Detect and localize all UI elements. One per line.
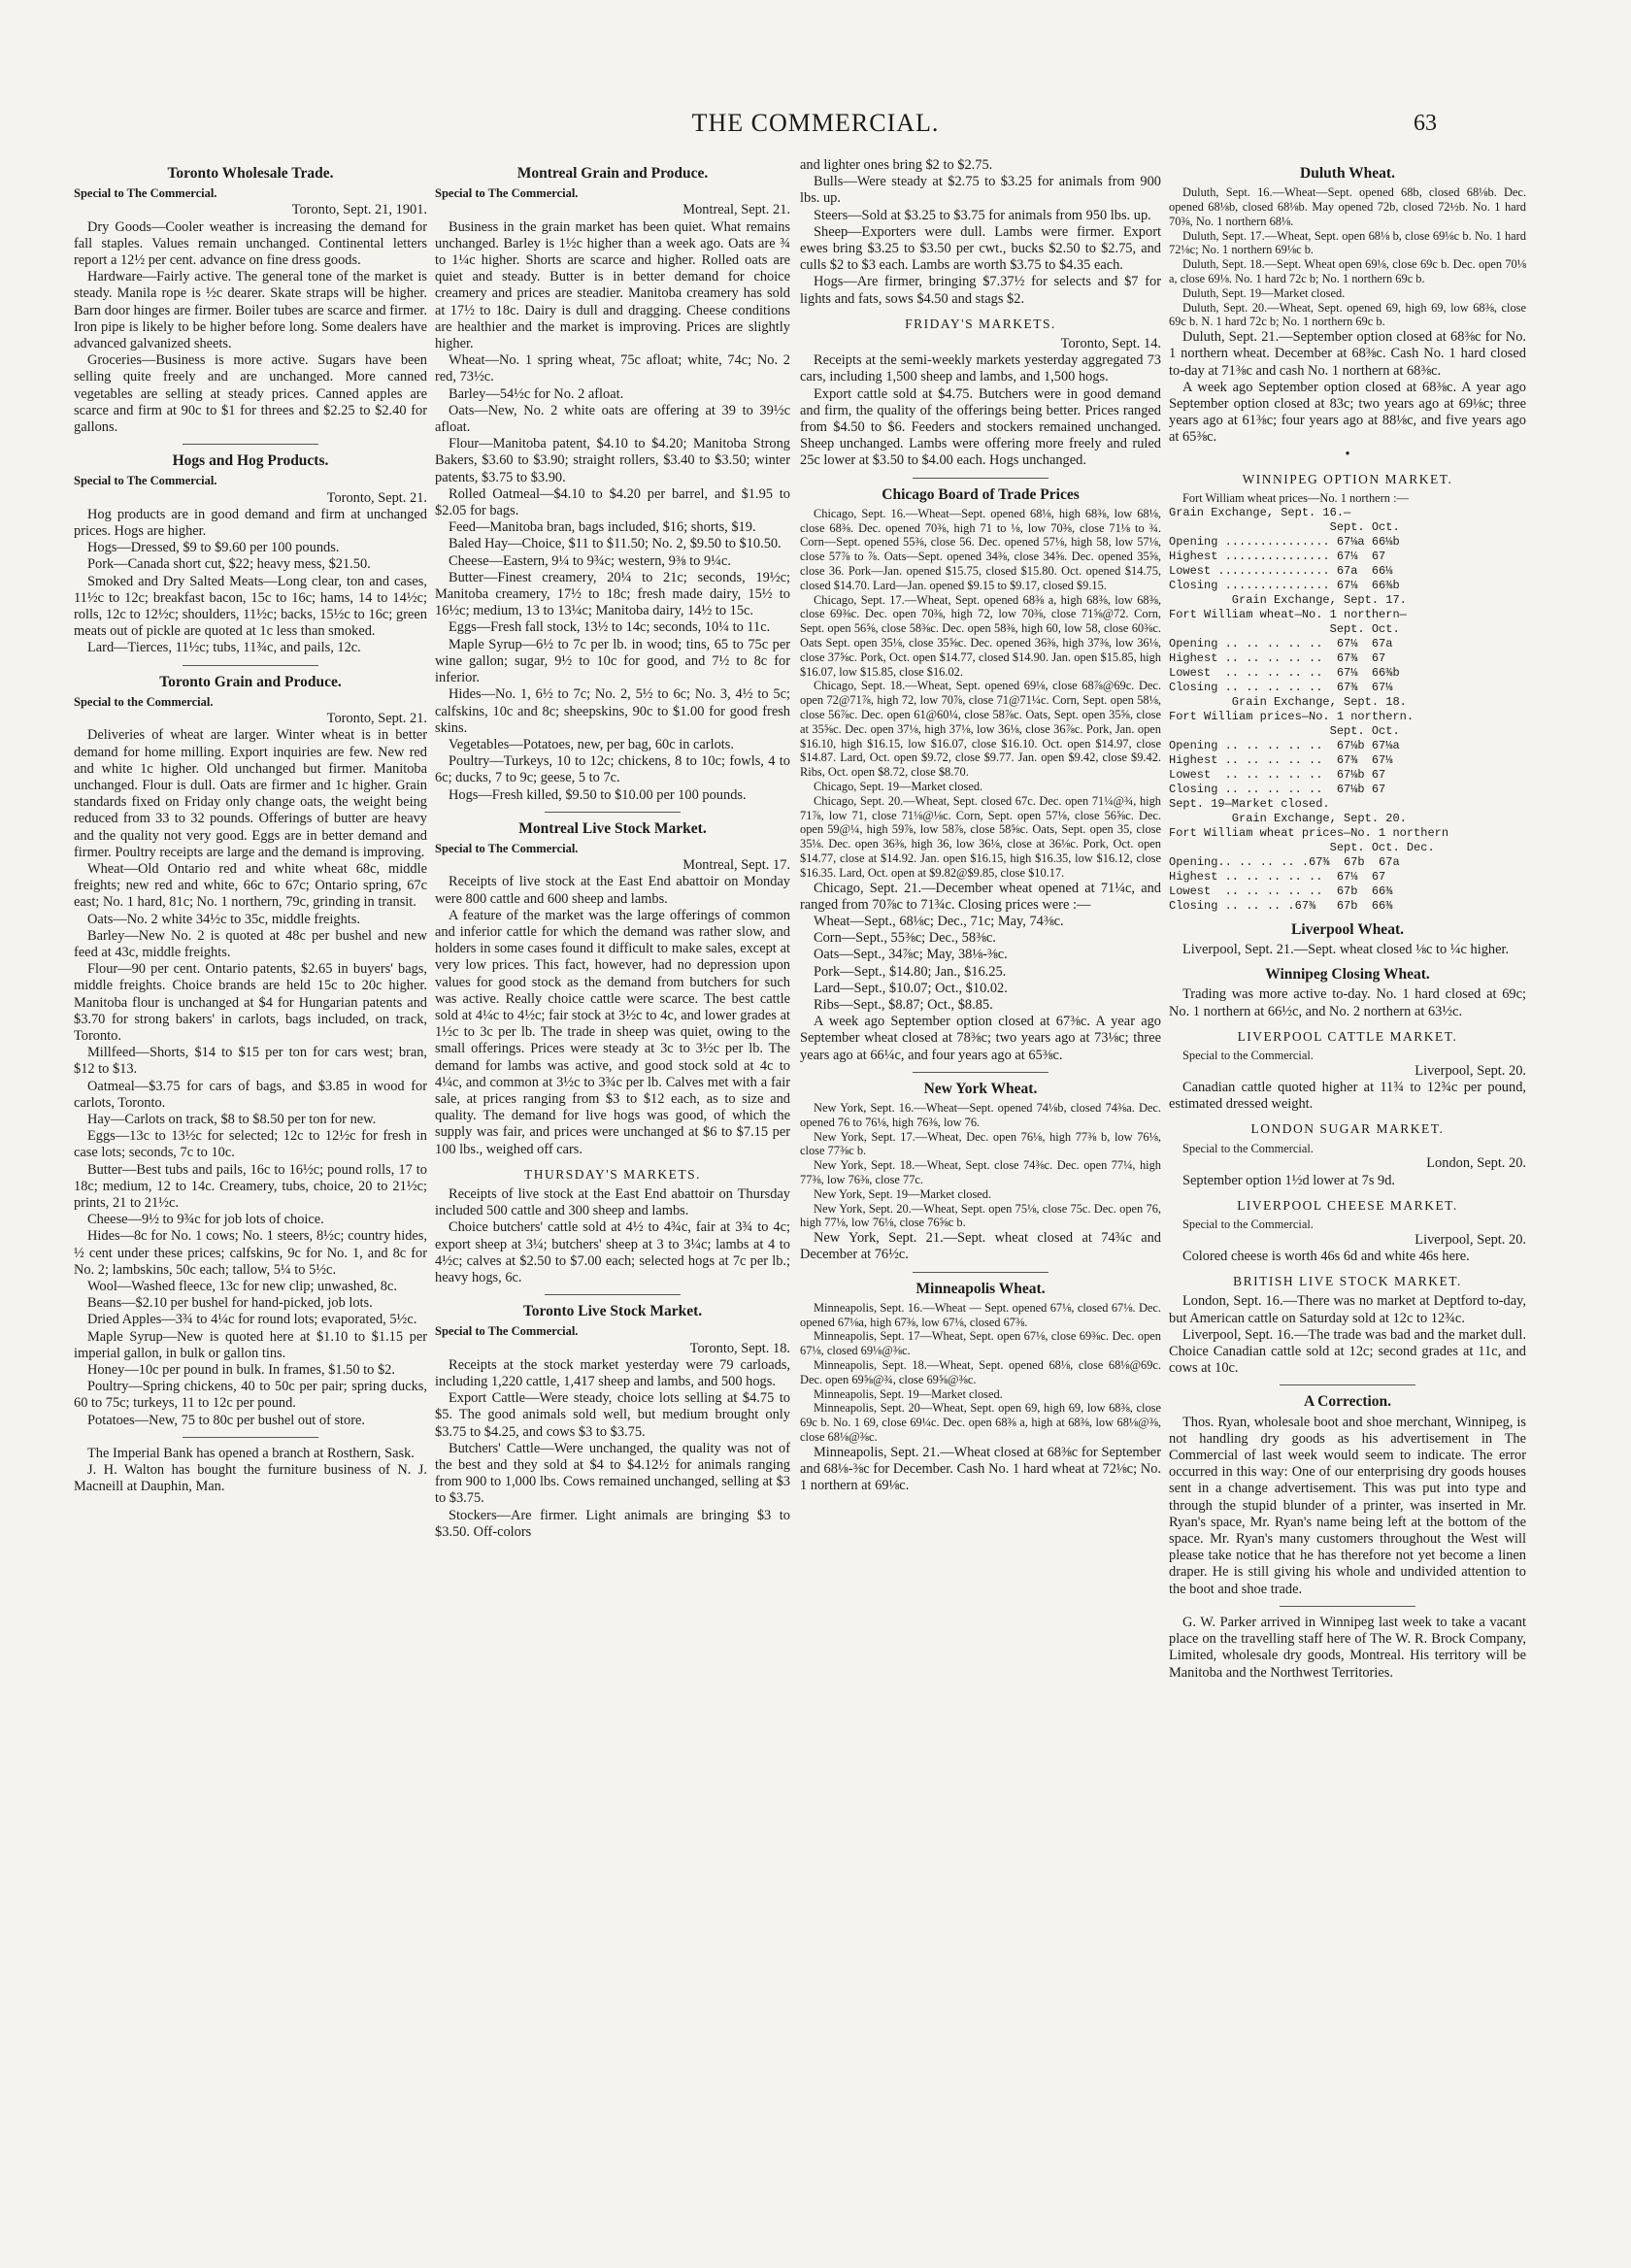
paragraph: Poultry—Turkeys, 10 to 12c; chickens, 8 to 10c; fowls, 4 to 6c; ducks, 7 to 9c; geese, 5 to 7c. xyxy=(435,753,790,786)
paragraph: A feature of the market was the large offerings of common and inferior cattle for which the demand was rather slow, and holders in some cases found it difficult to make sales, except at very low prices. This fact, however, had no depression upon values for good stock as the demand from butchers for such was active. Really choice cattle were scarce. The best cattle sold at 4¼c to 4½c; fair stock at 3½c to 4c, and lower grades at 1½c to 3c per lb. The trade in sheep was quiet, owing to the small offerings. Prices were steady at 3c to 3½c per lb. The demand for lambs was active, and good stock sold at 4c to 4¼c, and common at 3½c to 3¾c per lb. Calves met with a fair sale, at prices ranging from $3 to $12 each, as to size and quality. The demand for live hogs was good, of which the supply was fair, and prices were unchanged at $6 to $7.15 per 100 lbs., weighed off cars. xyxy=(435,907,790,1157)
price-table-text: Grain Exchange, Sept. 20. Fort William wheat prices—No. 1 northern Sept. Oct. Dec. Opening.. .. .. .. .67⅜ 67b 67a Highest .. .. .. .. .. 67⅛ 67 Lowest .. .. .. .. .. 67b 66⅜ Closing .. .. .. .67⅜ 67b 66⅜ xyxy=(1169,811,1449,913)
market-quote: New York, Sept. 16.—Wheat—Sept. opened 74⅛b, closed 74⅜a. Dec. opened 76 to 76⅛, high 76⅜, low 76. xyxy=(800,1101,1161,1129)
paragraph: Cheese—Eastern, 9¼ to 9¾c; western, 9⅜ to 9¼c. xyxy=(449,552,731,569)
market-quote: Minneapolis, Sept. 18.—Wheat, Sept. opened 68⅛, close 68⅛@69c. Dec. open 69⅝@¾, close 69⅝@⅜c. xyxy=(800,1357,1161,1386)
paragraph: Pork—Canada short cut, $22; heavy mess, $21.50. xyxy=(87,556,371,573)
article-heading: Duluth Wheat. xyxy=(1300,165,1395,182)
paragraph: Eggs—13c to 13½c for selected; 12c to 12½c for fresh in case lots; seconds, 7c to 10c. xyxy=(74,1128,427,1161)
special-line: Special to The Commercial. xyxy=(74,474,217,488)
market-quote: Chicago, Sept. 18.—Wheat, Sept. opened 69⅛, close 68⅞@69c. Dec. open 72@71⅞, high 72, low 70⅞, close 71@71¼c. Corn, Sept. open 58⅛, close 56⅞c. Dec. open 61@60¼, close 58⅞c. Oats, Sept. open 35⅝, close at 35⅝c. Dec. open 37⅛, high 37⅛, low 36⅛, close 36⅞c. Pork, Jan. open $16.10, high $16.15, low $16.07, close $16.10. Oct. open $14.97, close $14.87. Lard, Oct. open $9.72, close $9.77. Jan. open $9.42, close $9.42. Ribs, Oct. open $8.72, close $8.70. xyxy=(800,679,1161,780)
paragraph: Barley—New No. 2 is quoted at 48c per bushel and new feed at 43c, middle freights. xyxy=(74,927,427,960)
dateline: Liverpool, Sept. 20. xyxy=(1415,1231,1526,1248)
price-table-text: Grain Exchange, Sept. 18. Fort William prices—No. 1 northern. Sept. Oct. Opening .. .. .. .. .. 67⅛b 67⅛a Highest .. .. .. .. .. 67⅜ 67⅛ Lowest .. .. .. .. .. 67⅛b 67 Closing .. .. .. .. .. 67⅛b 67 Sept. 19—Market closed. xyxy=(1169,694,1415,811)
paragraph: Receipts at the stock market yesterday were 79 carloads, including 1,220 cattle, 1,417 sheep and lambs, and 500 hogs. xyxy=(435,1356,790,1390)
market-quote: Chicago, Sept. 19—Market closed. xyxy=(814,780,983,793)
paragraph: Flour—Manitoba patent, $4.10 to $4.20; Manitoba Strong Bakers, $3.60 to $3.90; straight rollers, $3.40 to $3.50; winter patents, $3.75 to $3.90. xyxy=(435,436,790,485)
paragraph: Vegetables—Potatoes, new, per bag, 60c in carlots. xyxy=(449,736,734,752)
price-table xyxy=(1169,695,1526,812)
paragraph: Steers—Sold at $3.25 to $3.75 for animals from 950 lbs. up. xyxy=(814,207,1151,223)
paragraph: Receipts at the semi-weekly markets yesterday aggregated 73 cars, including 1,500 sheep and lambs, and 1,500 hogs. xyxy=(800,352,1161,385)
paragraph: Receipts of live stock at the East End abattoir on Monday were 800 cattle and 600 sheep and lambs. xyxy=(435,874,790,907)
paragraph: Oats—Sept., 34⅞c; May, 38⅛-⅜c. xyxy=(814,947,1008,963)
paragraph: Hogs—Are firmer, bringing $7.37½ for selects and $7 for lights and fats, sows $4.50 and stags $2. xyxy=(800,274,1161,307)
paragraph: Chicago, Sept. 21.—December wheat opened at 71¼c, and ranged from 70⅞c to 71¾c. Closing prices were :— xyxy=(800,880,1161,913)
masthead: THE COMMERCIAL. xyxy=(691,109,940,137)
paragraph: Hides—No. 1, 6½ to 7c; No. 2, 5½ to 6c; No. 3, 4½ to 5c; calfskins, 10c and 8c; sheepskins, 90c to $1.00 for good fresh skins. xyxy=(435,686,790,736)
dateline: Toronto, Sept. 18. xyxy=(689,1340,790,1356)
price-table-text: Grain Exchange, Sept. 16.— Sept. Oct. Opening ............... 67⅛a 66⅛b Highest ............... 67⅛ 67 Lowest ................ 67a 66⅛ Closing ............... 67⅛ 66⅜b xyxy=(1169,505,1400,592)
divider-rule xyxy=(545,1294,681,1295)
article-heading: A Correction. xyxy=(1303,1393,1392,1411)
paragraph: Hides—8c for No. 1 cows; No. 1 steers, 8½c; country hides, ½ cent under these prices; calfskins, 9c for No. 1, and 8c for No. 2; lambskins, 50c each; tallow, 5¼ to 5½c. xyxy=(74,1228,427,1278)
paragraph: Flour—90 per cent. Ontario patents, $2.65 in buyers' bags, middle freights. Choice brands are held 15c to 20c higher. Manitoba flour is unchanged at $4 for Hungarian patents and $3.70 for strong bakers' in carlots, bags included, on track, Toronto. xyxy=(74,961,427,1044)
dateline: Toronto, Sept. 21, 1901. xyxy=(291,202,427,218)
paragraph: Potatoes—New, 75 to 80c per bushel out of store. xyxy=(87,1412,366,1428)
dateline: Toronto, Sept. 21. xyxy=(326,489,427,506)
page-number: 63 xyxy=(1414,111,1437,136)
price-table xyxy=(1169,593,1526,695)
paragraph: Export Cattle—Were steady, choice lots selling at $4.75 to $5. The good animals sold well, but medium brought only $3.75 to $4.25, and cows $3 to $3.75. xyxy=(435,1390,790,1440)
paragraph: Business in the grain market has been quiet. What remains unchanged. Barley is 1½c higher than a week ago. Oats are ¾ to 1¼c higher. Shorts are scarce and higher. Rolled oats are quiet and steady. Butter is in better demand for choice creamery and prices are steadier. Manitoba creamery has sold at 17½ to 18c. Dairy is dull and dragging. Cheese conditions are healthier and the market is improving. Prices are slightly higher. xyxy=(435,218,790,352)
divider-rule xyxy=(183,665,318,666)
paragraph: Liverpool, Sept. 16.—The trade was bad and the market dull. Choice Canadian cattle sold at 12c; second grades at 11c, and cows at 10c. xyxy=(1169,1326,1526,1377)
article-heading: Winnipeg Closing Wheat. xyxy=(1265,966,1430,984)
market-quote: Fort William wheat prices—No. 1 northern :— xyxy=(1182,491,1409,505)
paragraph: Eggs—Fresh fall stock, 13½ to 14c; seconds, 10¼ to 11c. xyxy=(449,619,771,636)
paragraph: Colored cheese is worth 46s 6d and white 46s here. xyxy=(1182,1249,1470,1265)
section-subheading: LIVERPOOL CATTLE MARKET. xyxy=(1237,1028,1458,1044)
paragraph: Baled Hay—Choice, $11 to $11.50; No. 2, $9.50 to $10.50. xyxy=(449,536,782,552)
paragraph: Wool—Washed fleece, 13c for new clip; unwashed, 8c. xyxy=(87,1279,397,1294)
price-table xyxy=(1169,506,1526,593)
section-subheading: WINNIPEG OPTION MARKET. xyxy=(1242,471,1453,486)
paragraph: Canadian cattle quoted higher at 11¾ to 12¾c per pound, estimated dressed weight. xyxy=(1169,1080,1526,1113)
paragraph: Rolled Oatmeal—$4.10 to $4.20 per barrel, and $1.95 to $2.05 for bags. xyxy=(435,485,790,519)
paragraph: Dry Goods—Cooler weather is increasing the demand for fall staples. Values remain unchanged. Continental letters report a 12½ per cent. advance on fine dress goods. xyxy=(74,218,427,269)
market-quote: Minneapolis, Sept. 16.—Wheat — Sept. opened 67⅛, closed 67⅛. Dec. opened 67⅛a, high 67⅜, low 67⅛, closed 67⅜. xyxy=(800,1300,1161,1329)
divider-rule xyxy=(545,812,681,813)
paragraph: Barley—54½c for No. 2 afloat. xyxy=(449,385,624,402)
section-subheading: THURSDAY'S MARKETS. xyxy=(524,1166,701,1182)
paragraph: A week ago September option closed at 68⅜c. A year ago September option closed at 83c; two years ago at 69⅛c; three years ago at 61⅜c; four years ago at 88⅛c, and five years ago at 65⅜c. xyxy=(1169,379,1526,446)
paragraph: Wheat—Sept., 68⅛c; Dec., 71c; May, 74⅜c. xyxy=(814,913,1064,929)
paragraph: Lard—Tierces, 11½c; tubs, 11¾c, and pails, 12c. xyxy=(87,640,361,656)
dateline: Liverpool, Sept. 20. xyxy=(1415,1062,1526,1079)
market-quote: New York, Sept. 19—Market closed. xyxy=(814,1186,992,1201)
article-heading: Montreal Live Stock Market. xyxy=(518,819,707,837)
paragraph: Wheat—Old Ontario red and white wheat 68c, middle freights; new red and white, 66c to 67c; Ontario spring, 67c east; No. 1 hard, 81c; No. 1 northern, 79c, grinding in transit. xyxy=(74,860,427,911)
special-line: Special to the Commercial. xyxy=(74,694,214,709)
paragraph: Hay—Carlots on track, $8 to $8.50 per ton for new. xyxy=(87,1111,377,1127)
market-quote: Chicago, Sept. 20.—Wheat, Sept. closed 67c. Dec. open 71¼@¾, high 71⅞, low 71, close 71⅛@⅛c. Corn, Sept. open 57⅛, close 56⅝c. Dec. open 59@¼, high 59⅞, low 58⅞, close 58⅝c. Oats, Sept. open 35, close 35⅛. Dec. open 36⅜, high 36, low 36⅛, close at 36⅛c. Pork, Oct. open $14.77, close at $14.92. Jan. open $16.15, high $16.35, low $16.12, close $16.35. Lard, Oct. open at $9.82@$9.85, close $10.17. xyxy=(800,793,1161,880)
article-heading: Toronto Wholesale Trade. xyxy=(167,165,334,182)
divider-rule xyxy=(183,444,318,445)
market-quote: Minneapolis, Sept. 19—Market closed. xyxy=(814,1386,1003,1401)
section-subheading: FRIDAY'S MARKETS. xyxy=(905,316,1056,331)
paragraph: Poultry—Spring chickens, 40 to 50c per pair; spring ducks, 60 to 75c; turkeys, 11 to 12c per pound. xyxy=(74,1379,427,1412)
article-heading: Minneapolis Wheat. xyxy=(915,1280,1046,1297)
article-heading: New York Wheat. xyxy=(923,1080,1038,1097)
market-quote: Duluth, Sept. 17.—Wheat, Sept. open 68⅛ b, close 69⅛c b. No. 1 hard 72⅛c; No. 1 northern 69⅛c b. xyxy=(1169,228,1526,257)
divider-rule xyxy=(913,478,1048,479)
divider-rule xyxy=(913,1072,1048,1073)
paragraph: Cheese—9½ to 9¾c for job lots of choice. xyxy=(87,1212,324,1228)
paragraph: Hogs—Fresh killed, $9.50 to $10.00 per 100 pounds. xyxy=(449,786,747,803)
section-subheading: LIVERPOOL CHEESE MARKET. xyxy=(1237,1197,1458,1213)
section-subheading: BRITISH LIVE STOCK MARKET. xyxy=(1233,1274,1462,1289)
divider-rule xyxy=(1280,1606,1415,1607)
article-heading: Montreal Grain and Produce. xyxy=(516,165,709,182)
paragraph: Oats—No. 2 white 34½c to 35c, middle freights. xyxy=(87,911,360,927)
market-quote: New York, Sept. 20.—Wheat, Sept. open 75⅛, close 75c. Dec. open 76, high 77⅛, low 76⅛, close 76⅝c b. xyxy=(800,1201,1161,1230)
market-quote: Duluth, Sept. 18.—Sept. Wheat open 69⅛, close 69c b. Dec. open 70⅛ a, close 69⅛. No. 1 hard 72c b; No. 1 northern 69c b. xyxy=(1169,257,1526,285)
paragraph: J. H. Walton has bought the furniture business of N. J. Macneill at Dauphin, Man. xyxy=(74,1462,427,1495)
paragraph: Hogs—Dressed, $9 to $9.60 per 100 pounds. xyxy=(87,540,340,556)
paragraph: G. W. Parker arrived in Winnipeg last week to take a vacant place on the travelling staff here of The W. R. Brock Company, Limited, wholesale dry goods, Montreal. His territory will be Manitoba and the Northwest Territories. xyxy=(1169,1614,1526,1681)
paragraph: September option 1½d lower at 7s 9d. xyxy=(1182,1172,1396,1188)
market-quote: Duluth, Sept. 16.—Wheat—Sept. opened 68b, closed 68⅛b. Dec. opened 68⅛b, closed 68⅛b. May opened 72b, closed 72½b. No. 1 hard 70⅜, No. 1 northern 68⅛. xyxy=(1169,185,1526,228)
paragraph: Oatmeal—$3.75 for cars of bags, and $3.85 in wood for carlots, Toronto. xyxy=(74,1078,427,1111)
divider-rule xyxy=(913,1272,1048,1273)
paragraph: Dried Apples—3¾ to 4¼c for round lots; evaporated, 5½c. xyxy=(87,1312,417,1328)
column-2 xyxy=(435,157,790,1541)
market-quote: Special to the Commercial. xyxy=(1182,1141,1314,1155)
paragraph: Liverpool, Sept. 21.—Sept. wheat closed ⅛c to ¼c higher. xyxy=(1182,942,1510,957)
paragraph: Thos. Ryan, wholesale boot and shoe merchant, Winnipeg, is not handling dry goods as his advertisement in The Commercial of last week would seem to indicate. The error occurred in this way: One of our enterprising dry goods houses sent in a change advertisement. This was put into type and through the stupid blunder of a printer, was inserted in Mr. Ryan's space, Mr. Ryan's name being left at the bottom of the space. Mr. Ryan's many customers throughout the West will please take notice that he has therefore not yet become a linen draper. He is still giving his whole and undivided attention to the boot and shoe trade. xyxy=(1169,1414,1526,1597)
special-line: Special to The Commercial. xyxy=(435,841,579,855)
paragraph: Millfeed—Shorts, $14 to $15 per ton for cars west; bran, $12 to $13. xyxy=(74,1045,427,1078)
paragraph: Oats—New, No. 2 white oats are offering at 39 to 39½c afloat. xyxy=(435,402,790,436)
paragraph: Lard—Sept., $10.07; Oct., $10.02. xyxy=(814,980,1008,996)
paragraph: and lighter ones bring $2 to $2.75. xyxy=(800,157,993,173)
paragraph: Stockers—Are firmer. Light animals are bringing $3 to $3.50. Off-colors xyxy=(435,1507,790,1540)
paragraph: Butter—Best tubs and pails, 16c to 16½c; pound rolls, 17 to 18c; medium, 12 to 14c. Creamery, tubs, choice, 20 to 21½c; prints, 21 to 21½c. xyxy=(74,1161,427,1211)
paragraph: Maple Syrup—6½ to 7c per lb. in wood; tins, 65 to 75c per wine gallon; sugar, 9½ to 10c for good, and 7½ to 8c for inferior. xyxy=(435,636,790,686)
market-quote: Duluth, Sept. 19—Market closed. xyxy=(1182,285,1346,300)
article-heading: Liverpool Wheat. xyxy=(1291,920,1404,938)
dateline: Montreal, Sept. 17. xyxy=(682,857,790,874)
price-table xyxy=(1169,812,1526,914)
column-3 xyxy=(800,157,1161,1494)
paragraph: Pork—Sept., $14.80; Jan., $16.25. xyxy=(814,963,1007,980)
article-heading: Toronto Grain and Produce. xyxy=(159,673,342,690)
market-quote: Duluth, Sept. 20.—Wheat, Sept. opened 69, high 69, low 68⅜, close 69c b. N. 1 hard 72c b; No. 1 northern 69c b. xyxy=(1169,300,1526,329)
paragraph: Choice butchers' cattle sold at 4½ to 4¾c, fair at 3¾ to 4c; export sheep at 3¼; butchers' sheep at 3 to 3¼c; lambs at 4 to 4½c; calves at $2.50 to $7.00 each; selected hogs at 7c per lb.; heavy hogs, 6c. xyxy=(435,1219,790,1285)
paragraph: Groceries—Business is more active. Sugars have been selling quite freely and are unchanged. More canned vegetables are selling at steady prices. Canned apples are scarce and firm at 90c to $1 for threes and $2.25 to $2.40 for gallons. xyxy=(74,352,427,436)
paragraph: Receipts of live stock at the East End abattoir on Thursday included 500 cattle and 300 sheep and lambs. xyxy=(435,1185,790,1219)
paragraph: Deliveries of wheat are larger. Winter wheat is in better demand for home milling. Export inquiries are few. New red and white 1c higher. Old unchanged but firmer. Manitoba unchanged. Flour is dull. Oats are firmer and 1c higher. Grain standards fixed on Friday only change oats, the weight being reduced from 33 to 32 pounds. Offerings of butter are heavy and the quality not very good. Eggs are in better demand and firmer. Poultry receipts are large and the demand is improving. xyxy=(74,727,427,860)
market-quote: New York, Sept. 17.—Wheat, Dec. open 76⅛, high 77⅜ b, low 76⅛, close 77⅜c b. xyxy=(800,1129,1161,1158)
divider-rule xyxy=(1280,1384,1415,1385)
dateline: Montreal, Sept. 21. xyxy=(682,202,790,218)
paragraph: Honey—10c per pound in bulk. In frames, $1.50 to $2. xyxy=(87,1362,395,1379)
article-heading: Hogs and Hog Products. xyxy=(172,452,329,470)
special-line: Special to The Commercial. xyxy=(74,186,217,201)
special-line: Special to The Commercial. xyxy=(435,186,579,201)
paragraph: A week ago September option closed at 67⅜c. A year ago September wheat closed at 78⅜c; two years ago at 73⅛c; three years ago at 66¼c, and four years ago at 65⅜c. xyxy=(800,1014,1161,1063)
market-quote: Special to the Commercial. xyxy=(1182,1217,1314,1232)
paragraph: Minneapolis, Sept. 21.—Wheat closed at 68⅜c for September and 68⅛-⅜c for December. Cash No. 1 hard wheat at 72⅛c; No. 1 northern at 69⅛c. xyxy=(800,1444,1161,1494)
market-quote: Chicago, Sept. 16.—Wheat—Sept. opened 68⅛, high 68⅜, low 68⅛, close 68⅜. Dec. opened 70⅜, high 71 to ⅛, low 70⅜, close 71⅛ to ¾. Corn—Sept. opened 55⅜, close 56. Dec. opened 57⅛, high 58, low 57⅛, close 57⅞ to ⅞. Oats—Sept. opened 34⅜, close 34⅝. Dec. opened 35⅝, close 36. Pork—Jan. opened $15.75, closed $15.80. Oct. opened $14.75, closed $14.70. Lard—Jan. opened $9.15 to $9.17, closed $9.15. xyxy=(800,506,1161,592)
paragraph: Beans—$2.10 per bushel for hand-picked, job lots. xyxy=(87,1295,373,1312)
paragraph: Butter—Finest creamery, 20¼ to 21c; seconds, 19½c; Manitoba creamery, 17½ to 18c; fresh made dairy, 15½ to 16½c; medium, 13 to 13¼c; Manitoba dairy, 14½ to 15c. xyxy=(435,569,790,619)
paragraph: Butchers' Cattle—Were unchanged, the quality was not of the best and they sold at $4 to $4.12½ for animals ranging from 900 to 1,000 lbs. Cows remained unchanged, selling at $3 to $3.75. xyxy=(435,1440,790,1507)
divider-rule xyxy=(183,1437,318,1438)
paragraph: Smoked and Dry Salted Meats—Long clear, ton and cases, 11½c to 12c; breakfast bacon, 15c to 16c; hams, 14 to 14½c; rolls, 12c to 12½c; shoulders, 11½c; backs, 15½c to 16c; green meats out of pickle are quoted at 1c less than smoked. xyxy=(74,573,427,640)
article-heading: Toronto Live Stock Market. xyxy=(522,1303,703,1320)
paragraph: Trading was more active to-day. No. 1 hard closed at 69c; No. 1 northern at 66½c, and No. 2 northern at 63½c. xyxy=(1169,986,1526,1019)
paragraph: The Imperial Bank has opened a branch at Rosthern, Sask. xyxy=(87,1445,415,1461)
paragraph: Duluth, Sept. 21.—September option closed at 68⅜c for No. 1 northern wheat. December at 68⅜c. Cash No. 1 hard closed to-day at 71⅜c and cash No. 1 northern at 68⅜c. xyxy=(1169,329,1526,379)
price-table-text: Grain Exchange, Sept. 17. Fort William wheat—No. 1 northern— Sept. Oct. Opening .. .. .. .. .. 67⅛ 67a Highest .. .. .. .. .. 67⅜ 67 Lowest .. .. .. .. .. 67⅛ 66⅜b Closing .. .. .. .. .. 67⅜ 67⅛ xyxy=(1169,592,1407,694)
paragraph: Feed—Manitoba bran, bags included, $16; shorts, $19. xyxy=(449,519,756,536)
column-1 xyxy=(74,157,427,1495)
market-quote: Chicago, Sept. 17.—Wheat, Sept. opened 68⅜ a, high 68⅜, low 68⅜, close 69⅜c. Dec. open 70⅜, high 72, low 70⅜, close 71⅝@72. Corn, Sept. open 56⅝, close 58⅜c. Dec. open 58⅜, high 60, low 58, close 60⅜c. Oats Sept. open 35⅛, close 35⅝c. Dec. opened 36⅜, high 37⅜, low 36⅛, close 37⅝c. Pork, Oct. open $14.77, closed $14.90. Jan. open $15.85, high $16.07, low $15.85, close $16.02. xyxy=(800,592,1161,679)
paragraph: Hog products are in good demand and firm at unchanged prices. Hogs are higher. xyxy=(74,506,427,540)
paragraph: Corn—Sept., 55⅜c; Dec., 58⅜c. xyxy=(814,930,996,947)
paragraph: New York, Sept. 21.—Sept. wheat closed at 74¾c and December at 76½c. xyxy=(800,1230,1161,1263)
paragraph: Sheep—Exporters were dull. Lambs were firmer. Export ewes bring $3.25 to $3.50 per cwt., bucks $2.50 to $2.75, and culls $2 to $3 each. Lambs are worth $3.75 to $4.35 each. xyxy=(800,223,1161,274)
special-line: Special to The Commercial. xyxy=(435,1324,579,1339)
market-quote: Minneapolis, Sept. 17—Wheat, Sept. open 67⅛, close 69⅜c. Dec. open 67⅛, closed 69⅛@⅜c. xyxy=(800,1329,1161,1358)
market-quote: New York, Sept. 18.—Wheat, Sept. close 74⅜c. Dec. open 77¼, high 77⅜, low 76⅜, close 77c. xyxy=(800,1158,1161,1186)
market-quote: Special to the Commercial. xyxy=(1182,1049,1314,1063)
paragraph: Wheat—No. 1 spring wheat, 75c afloat; white, 74c; No. 2 red, 73½c. xyxy=(435,352,790,385)
column-4 xyxy=(1169,157,1526,1682)
paragraph: Hardware—Fairly active. The general tone of the market is steady. Manila rope is ½c dearer. Skate straps will be higher. Barn door hinges are firmer. Boiler tubes are scarce and firmer. Iron pipe is likely to be higher before long. Some dealers have advanced galvanized sheets. xyxy=(74,269,427,352)
dateline: London, Sept. 20. xyxy=(1426,1155,1526,1172)
bullet-mark: • xyxy=(1345,446,1350,462)
paragraph: Ribs—Sept., $8.87; Oct., $8.85. xyxy=(814,997,993,1013)
article-heading: Chicago Board of Trade Prices xyxy=(882,485,1080,503)
paragraph: Export cattle sold at $4.75. Butchers were in good demand and firm, the quality of the offerings being better. Prices ranged from $4.50 to $6. Feeders and stockers remained unchanged. Sheep unchanged. Lambs were offering more freely and ruled 25c lower at $3.50 to $4.00 each. Hogs unchanged. xyxy=(800,385,1161,469)
market-quote: Minneapolis, Sept. 20—Wheat, Sept. open 69, high 69, low 68⅜, close 69c b. No. 1 69, close 69¼c. Dec. open 68⅜ a, high at 68⅜, low 68⅛@⅜, close 68⅛@⅜c. xyxy=(800,1401,1161,1444)
dateline: Toronto, Sept. 21. xyxy=(326,711,427,727)
section-subheading: LONDON SUGAR MARKET. xyxy=(1250,1121,1445,1137)
paragraph: Maple Syrup—New is quoted here at $1.10 to $1.15 per imperial gallon, in bulk or gallon tins. xyxy=(74,1328,427,1361)
dateline: Toronto, Sept. 14. xyxy=(1060,336,1161,352)
paragraph: Bulls—Were steady at $2.75 to $3.25 for animals from 900 lbs. up. xyxy=(800,174,1161,207)
paragraph: London, Sept. 16.—There was no market at Deptford to-day, but American cattle on Saturday sold at 12c to 12¾c. xyxy=(1169,1293,1526,1326)
